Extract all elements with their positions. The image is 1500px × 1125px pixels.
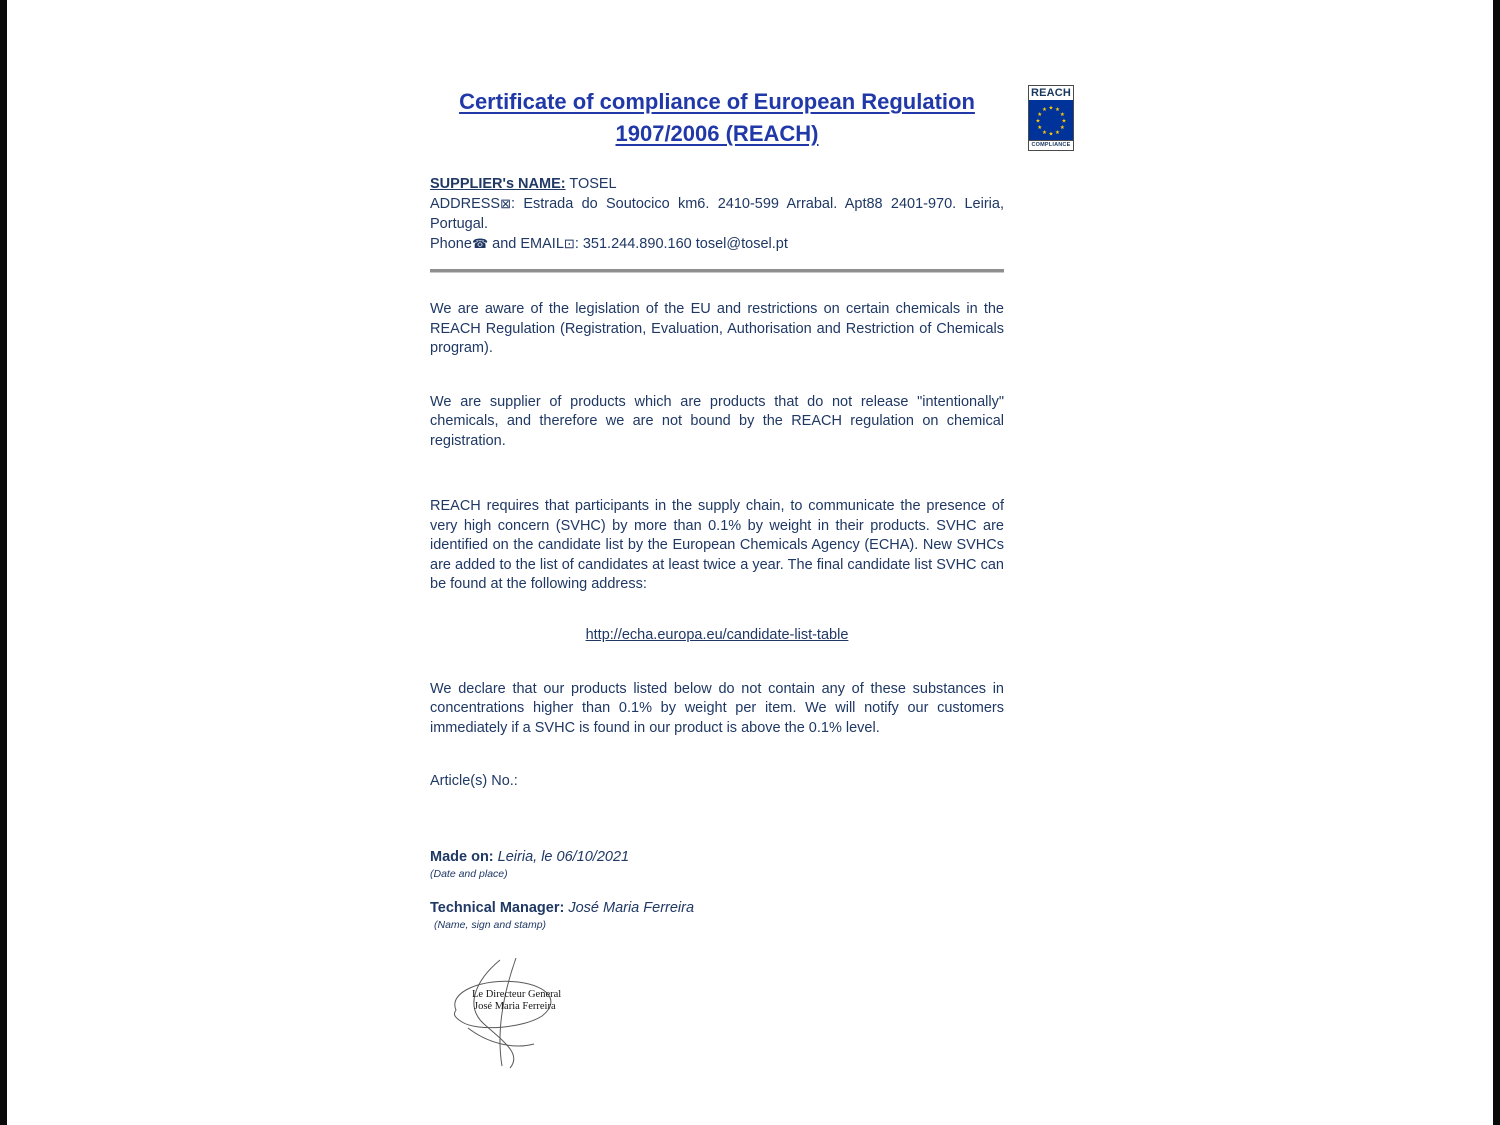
paragraph-awareness: We are aware of the legislation of the EU and restrictions on certain chemicals in the REACH Regulation (Registration, Evaluation, Authorisation and Restriction of Chemicals program). [430,301,1004,356]
candidate-list-link[interactable]: http://echa.europa.eu/candidate-list-table [585,626,849,643]
name-sign-stamp-note: (Name, sign and stamp) [434,918,547,931]
printer-icon: ⊡ [563,236,575,251]
title-line-1: Certificate of compliance of European Regulation [459,89,975,114]
technical-manager-label: Technical Manager: [430,899,569,916]
technical-manager-value: José Maria Ferreira [568,899,695,916]
eu-flag-icon [1029,100,1073,140]
articles-number-line: Article(s) No.: [430,773,518,789]
signature-flourish [438,958,608,1070]
supplier-name-value: TOSEL [565,176,617,192]
svg-text:★: ★ [1037,125,1043,131]
signature-title-line: Le Directeur General [472,988,562,1000]
svg-text:★: ★ [1042,107,1047,114]
reach-logo-text: REACH [1030,87,1072,99]
technical-manager-line [430,898,1004,918]
title-line-2: 1907/2006 (REACH) [615,121,819,146]
email-label: and EMAIL [488,236,564,252]
envelope-icon: ⊠ [500,196,512,211]
svg-text:★: ★ [1035,118,1041,125]
svg-text:★: ★ [1055,107,1060,114]
header-separator-line [430,269,1004,273]
svg-text:★: ★ [1059,112,1065,118]
supplier-contact-line [430,234,1004,254]
svg-text:★: ★ [1037,112,1043,118]
scan-edge-left [0,0,7,1125]
paragraph-supplier-statement: We are supplier of products which are products that do not release "intentionally" chemicals, and therefore we are not bound by the REACH regulation on chemical registration. [430,393,1004,449]
signature-name-line: José Maria Ferreira [474,1001,556,1012]
supplier-name-line [430,174,1004,194]
svg-text:★: ★ [1061,118,1067,125]
made-on-label: Made on: [430,848,498,865]
supplier-address-line [430,194,1004,234]
compliance-logo-text: COMPLIANCE [1029,140,1073,150]
svg-text:★: ★ [1048,131,1054,138]
address-value: : Estrada do Soutocico km6. 2410-599 Arrabal. Apt88 2401-970. Leiria, Portugal. [430,196,1004,232]
paragraph-declaration: We declare that our products listed below do not contain any of these substances in concentrations higher than 0.1% by weight per item. We will notify our customers immediately if a SVHC is found in our product is above the 0.1% level. [430,680,1004,736]
phone-icon: ☎ [471,236,489,251]
address-label: ADDRESS [430,196,501,212]
candidate-list-link-row [430,626,1004,644]
date-place-note: (Date and place) [430,867,508,880]
paragraph-reach-requirements: REACH requires that participants in the supply chain, to communicate the presence of very high concern (SVHC) by more than 0.1% by weight in their products. SVHC are identified on the candidate list by the European Chemicals Agency (ECHA). New SVHCs are added to the list of candidates at least twice a year. The final candidate list SVHC can be found at the following address: [430,498,1004,592]
supplier-block [430,174,1004,254]
contact-value: : 351.244.890.160 tosel@tosel.pt [574,236,788,252]
page-title [430,86,1004,150]
svg-text:★: ★ [1048,105,1054,112]
phone-label: Phone [430,236,472,252]
made-on-value: Leiria, le 06/10/2021 [497,848,630,865]
svg-text:★: ★ [1042,129,1047,136]
svg-text:★: ★ [1055,129,1060,136]
svg-text:★: ★ [1059,125,1065,131]
made-on-line [430,847,1004,867]
signature-text [472,989,561,1014]
document-content [430,0,1004,1070]
reach-compliance-logo [1028,85,1074,151]
signature-block [438,958,608,1070]
supplier-name-label: SUPPLIER's NAME: [430,176,566,192]
scan-edge-right [1493,0,1500,1125]
